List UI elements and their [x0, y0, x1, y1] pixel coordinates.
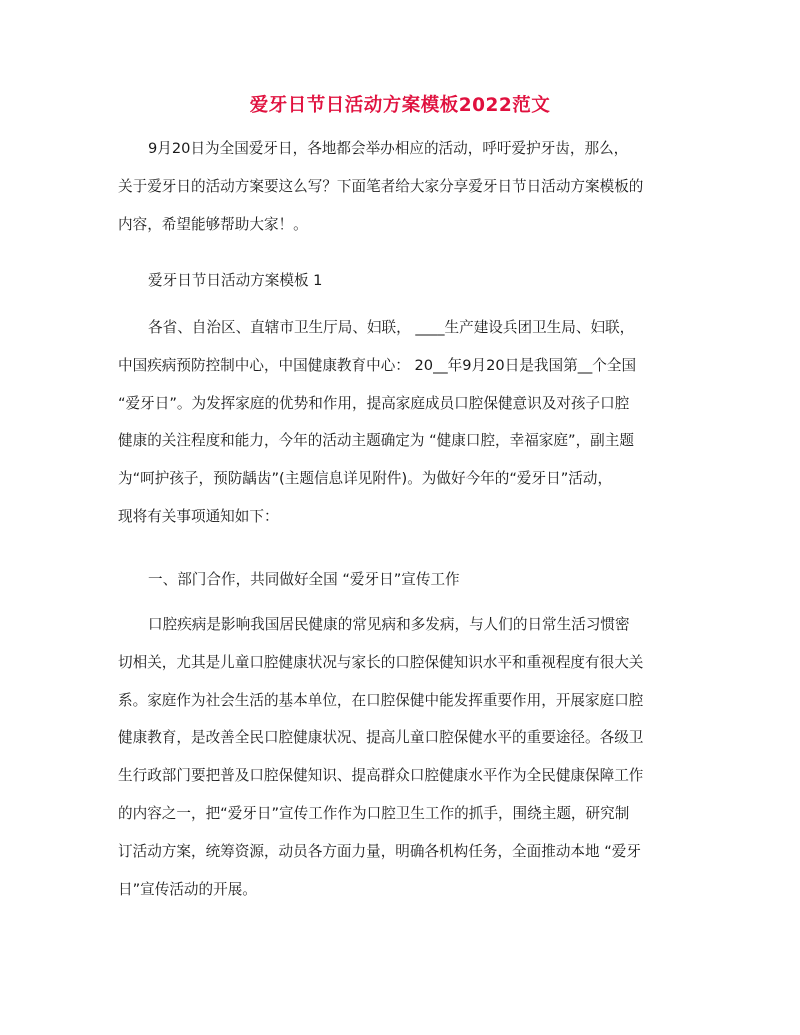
section-heading — [118, 262, 678, 300]
paragraph-line: 内容，希望能够帮助大家！。 — [118, 215, 308, 233]
paragraph-line: 健康教育，是改善全民口腔健康状况、提高儿童口腔保健水平的重要途径。各级卫 — [118, 729, 644, 747]
paragraph-line: 健康的关注程度和能力，今年的活动主题确定为 “健康口腔，幸福家庭”，副主题 — [118, 432, 634, 450]
paragraph-line: 现将有关事项通知如下： — [118, 507, 279, 525]
intro-paragraph — [118, 130, 678, 243]
paragraph-line: “爱牙日”。为发挥家庭的优势和作用，提高家庭成员口腔保健意识及对孩子口腔 — [118, 394, 630, 412]
paragraph-line: 切相关，尤其是儿童口腔健康状况与家长的口腔保健知识水平和重视程度有很大关 — [118, 653, 644, 671]
paragraph-line: 日”宣传活动的开展。 — [118, 880, 257, 898]
body-paragraph — [118, 606, 678, 908]
section-heading-text: 爱牙日节日活动方案模板 1 — [148, 272, 323, 289]
paragraph-line: 订活动方案，统筹资源，动员各方面力量，明确各机构任务，全面推动本地 “爱牙 — [118, 842, 641, 860]
subheading-text: 一、部门合作，共同做好全国 “爱牙日”宣传工作 — [148, 571, 460, 588]
paragraph-line: 的内容之一，把“爱牙日”宣传工作作为口腔卫生工作的抓手，围绕主题，研究制 — [118, 804, 630, 822]
paragraph-line: 系。家庭作为社会生活的基本单位，在口腔保健中能发挥重要作用，开展家庭口腔 — [118, 691, 644, 709]
paragraph-line: 关于爱牙日的活动方案要这么写？下面笔者给大家分享爱牙日节日活动方案模板的 — [118, 177, 644, 195]
subheading — [118, 561, 678, 599]
notice-paragraph — [118, 309, 678, 536]
paragraph-line: 中国疾病预防控制中心，中国健康教育中心： 20__年9月20日是我国第__个全国 — [118, 356, 637, 374]
paragraph-line: 各省、自治区、直辖市卫生厅局、妇联， ____生产建设兵团卫生局、妇联， — [148, 319, 635, 336]
paragraph-line: 9月20日为全国爱牙日，各地都会举办相应的活动，呼吁爱护牙齿，那么， — [148, 140, 629, 157]
paragraph-line: 为“呵护孩子，预防龋齿”(主题信息详见附件)。为做好今年的“爱牙日”活动， — [118, 470, 613, 488]
document-title: 爱牙日节日活动方案模板2022范文 — [249, 95, 551, 116]
paragraph-line: 口腔疾病是影响我国居民健康的常见病和多发病，与人们的日常生活习惯密 — [148, 616, 630, 633]
paragraph-line: 生行政部门要把普及口腔保健知识、提高群众口腔健康水平作为全民健康保障工作 — [118, 767, 644, 785]
